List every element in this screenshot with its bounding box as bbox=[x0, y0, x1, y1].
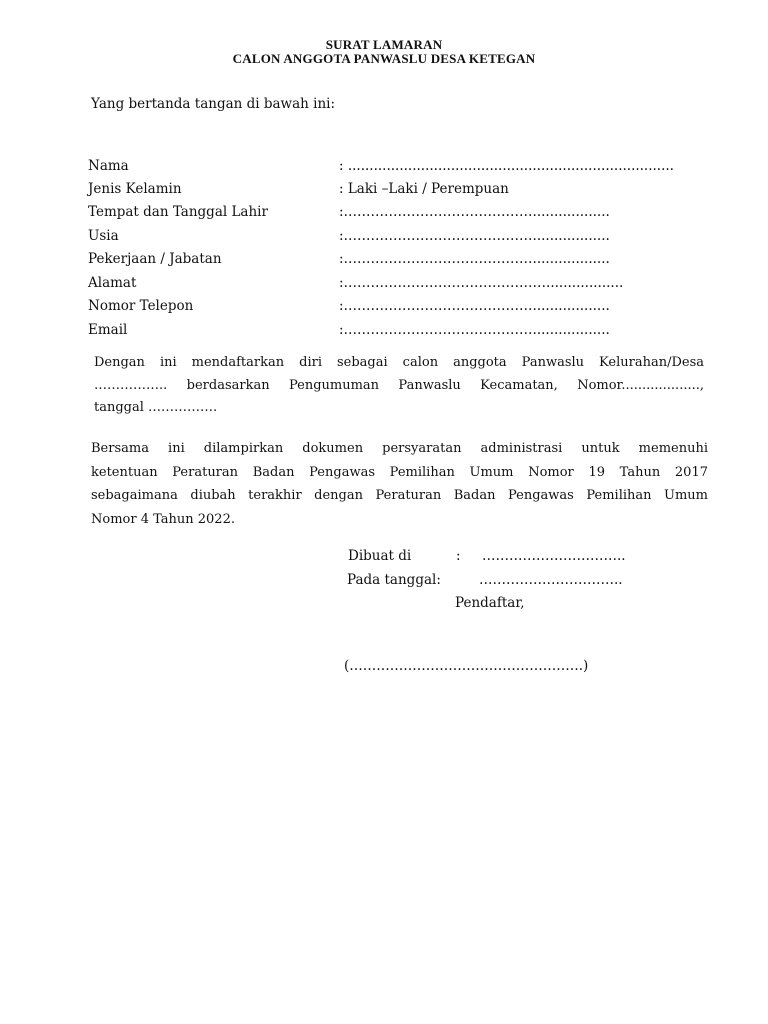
field-value: : Laki –Laki / Perempuan bbox=[339, 181, 509, 197]
made-at-label: Dibuat di bbox=[348, 548, 412, 564]
field-value: :…………………………………….................. bbox=[339, 228, 610, 244]
field-label: Pekerjaan / Jabatan bbox=[88, 251, 222, 267]
field-value: :……………………………………….................. bbox=[339, 275, 624, 291]
field-value: :…………………………………….................. bbox=[339, 204, 610, 220]
paragraph-line: Nomor 4 Tahun 2022. bbox=[91, 511, 235, 527]
field-row-nomor-telepon bbox=[88, 298, 728, 318]
date-label: Pada tanggal: bbox=[347, 572, 441, 588]
paragraph-line: Bersama ini dilampirkan dokumen persyaratan administrasi untuk memenuhi bbox=[91, 441, 708, 456]
paragraph-line: sebagaimana diubah terakhir dengan Peraturan Badan Pengawas Pemilihan Umum bbox=[91, 488, 708, 503]
paragraph-line: Dengan ini mendaftarkan diri sebagai calon anggota Panwaslu Kelurahan/Desa bbox=[94, 355, 704, 370]
field-value: : ............................................................................ bbox=[339, 158, 674, 174]
made-at-colon: : bbox=[456, 548, 461, 564]
field-label: Email bbox=[88, 322, 128, 338]
field-row-usia bbox=[88, 228, 728, 248]
field-value: :…………………………………….................. bbox=[339, 251, 610, 267]
paragraph-line: ketentuan Peraturan Badan Pengawas Pemilihan Umum Nomor 19 Tahun 2017 bbox=[91, 464, 708, 480]
made-at-value: ………………………….. bbox=[482, 548, 626, 564]
attachment-paragraph bbox=[91, 437, 708, 531]
field-label: Nomor Telepon bbox=[88, 298, 194, 314]
field-value: :…………………………………….................. bbox=[339, 322, 610, 338]
field-row-alamat bbox=[88, 275, 728, 295]
applicant-role: Pendaftar, bbox=[455, 595, 525, 611]
field-row-pekerjaan bbox=[88, 251, 728, 271]
date-value: ………………………….. bbox=[479, 572, 623, 588]
field-label: Alamat bbox=[88, 275, 137, 291]
field-row-jenis-kelamin bbox=[88, 181, 728, 201]
field-row-email bbox=[88, 322, 728, 342]
paragraph-line: tanggal ……………. bbox=[94, 400, 218, 415]
field-label: Tempat dan Tanggal Lahir bbox=[88, 204, 268, 220]
field-row-nama bbox=[88, 158, 728, 178]
field-label: Jenis Kelamin bbox=[88, 181, 182, 197]
signature-name-line: (…………………………………………….) bbox=[344, 658, 589, 674]
document-title: SURAT LAMARAN bbox=[325, 37, 443, 52]
field-row-tempat-tanggal-lahir bbox=[88, 204, 728, 224]
field-label: Usia bbox=[88, 228, 119, 244]
registration-paragraph bbox=[94, 352, 704, 420]
field-value: :…………………………………….................. bbox=[339, 298, 610, 314]
intro-text: Yang bertanda tangan di bawah ini: bbox=[91, 96, 336, 112]
paragraph-line: …………….. berdasarkan Pengumuman Panwaslu Kecamatan, Nomor..................., bbox=[94, 377, 704, 393]
field-label: Nama bbox=[88, 158, 129, 174]
document-subtitle: CALON ANGGOTA PANWASLU DESA KETEGAN bbox=[232, 51, 536, 66]
